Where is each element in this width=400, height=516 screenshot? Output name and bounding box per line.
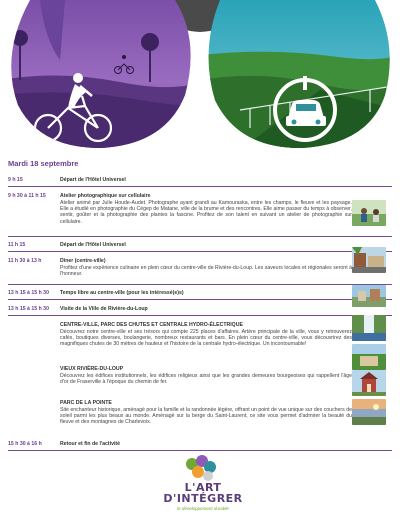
cyclist-photo — [0, 0, 210, 150]
waterfall-thumbnail — [352, 315, 386, 341]
logo-line-1: L'ART — [184, 481, 222, 494]
schedule-time: 15 h 30 à 16 h — [8, 441, 42, 447]
schedule-time: 11 h 30 à 13 h — [8, 258, 42, 264]
divider — [8, 236, 392, 237]
visit-description: Découvrez les édifices institutionnels, les édifices religieux ainsi que les grandes demeures bourgeoises qui rappellent l'âge d'or de Fraserville à l'époque du chemin de fer. — [60, 373, 352, 386]
visit-heading: VIEUX RIVIÈRE-DU-LOUP — [60, 366, 124, 372]
schedule-title: Départ de l'Hôtel Universel — [60, 242, 126, 248]
free-time-thumbnail — [352, 285, 386, 307]
visit-description: Découvrez notre centre-ville et ses trésors qui compte 225 places d'affaires. Artère principale de la ville, vous y retrouverez cafés, boutiques diverses, boulangerie, nombreux restaurants et bars. En plein cœur du centre-ville, vous découvrirez des magnifiques chutes de 30 mètres de hauteur et l'histoire de la centrale hydro-électrique. Un incontournable! — [60, 329, 352, 348]
downtown-lunch-thumbnail — [352, 247, 386, 273]
photo-workshop-thumbnail — [352, 200, 386, 226]
logo-line-2: D'INTÉGRER — [163, 492, 243, 505]
schedule-title: Atelier photographique sur cellulaire — [60, 193, 151, 199]
logo-wordmark — [158, 481, 248, 511]
schedule-title: Dîner (centre-ville) — [60, 258, 106, 264]
schedule-description: Atelier animé par Julie Houde-Audet. Photographe ayant grandi au Kamouraska, entre les champs, le fleuve et les paysage. Elle a étudié en photographie du Cégep de Matane, ville de la brume et des rencontres. Elle aime passer du temps à observer, sentir, goûter et la photographie des plantes la fascine. Profitez de son talent en suivant un atelier de photographie sur cellulaire. — [60, 200, 352, 225]
schedule-description: Profitez d'une expérience culinaire en plein cœur du centre-ville de Rivière-du-Loup. Les saveurs locales et régionales seront à l'honneur. — [60, 265, 352, 278]
pointe-park-thumbnail — [352, 399, 386, 425]
day-title: Mardi 18 septembre — [8, 159, 79, 168]
schedule-time: 13 h 15 à 15 h 30 — [8, 306, 49, 312]
schedule-title: Retour et fin de l'activité — [60, 441, 121, 447]
schedule-title: Départ de l'Hôtel Universel — [60, 177, 126, 183]
divider — [8, 251, 392, 252]
schedule-time: 13 h 15 à 15 h 30 — [8, 290, 49, 296]
divider — [8, 450, 392, 451]
schedule-title: Temps libre au centre-ville (pour les intéressé(e)s) — [60, 290, 184, 296]
divider — [8, 299, 392, 300]
schedule-time: 11 h 15 — [8, 242, 26, 248]
divider — [8, 186, 392, 187]
hero-illustration — [0, 0, 400, 150]
visit-heading: PARC DE LA POINTE — [60, 400, 112, 406]
schedule-time: 9 h 30 à 11 h 15 — [8, 193, 46, 199]
visit-heading: CENTRE-VILLE, PARC DES CHUTES ET CENTRALE HYDRO-ÉLECTRIQUE — [60, 322, 243, 328]
old-town-church-thumbnail — [352, 370, 386, 396]
downtown-street-thumbnail — [352, 344, 386, 370]
divider — [8, 284, 392, 285]
schedule-title: Visite de la Ville de Rivière-du-Loup — [60, 306, 148, 312]
visit-description: Site enchanteur historique, aménagé pour la famille et la randonnée légère, offrant un point de vue unique sur des couchers de soleil parmi les plus beaux au monde. Aménagé sur la berge du Saint-Laurent, ce site vous permet d'admirer la beauté du fleuve et des montagnes de Charlevoix. — [60, 407, 352, 426]
logo-tagline: le développement durable — [177, 506, 229, 511]
divider — [8, 315, 392, 316]
hero-banner — [0, 0, 400, 150]
electric-car-photo — [200, 0, 400, 150]
schedule-time: 9 h 15 — [8, 177, 23, 183]
